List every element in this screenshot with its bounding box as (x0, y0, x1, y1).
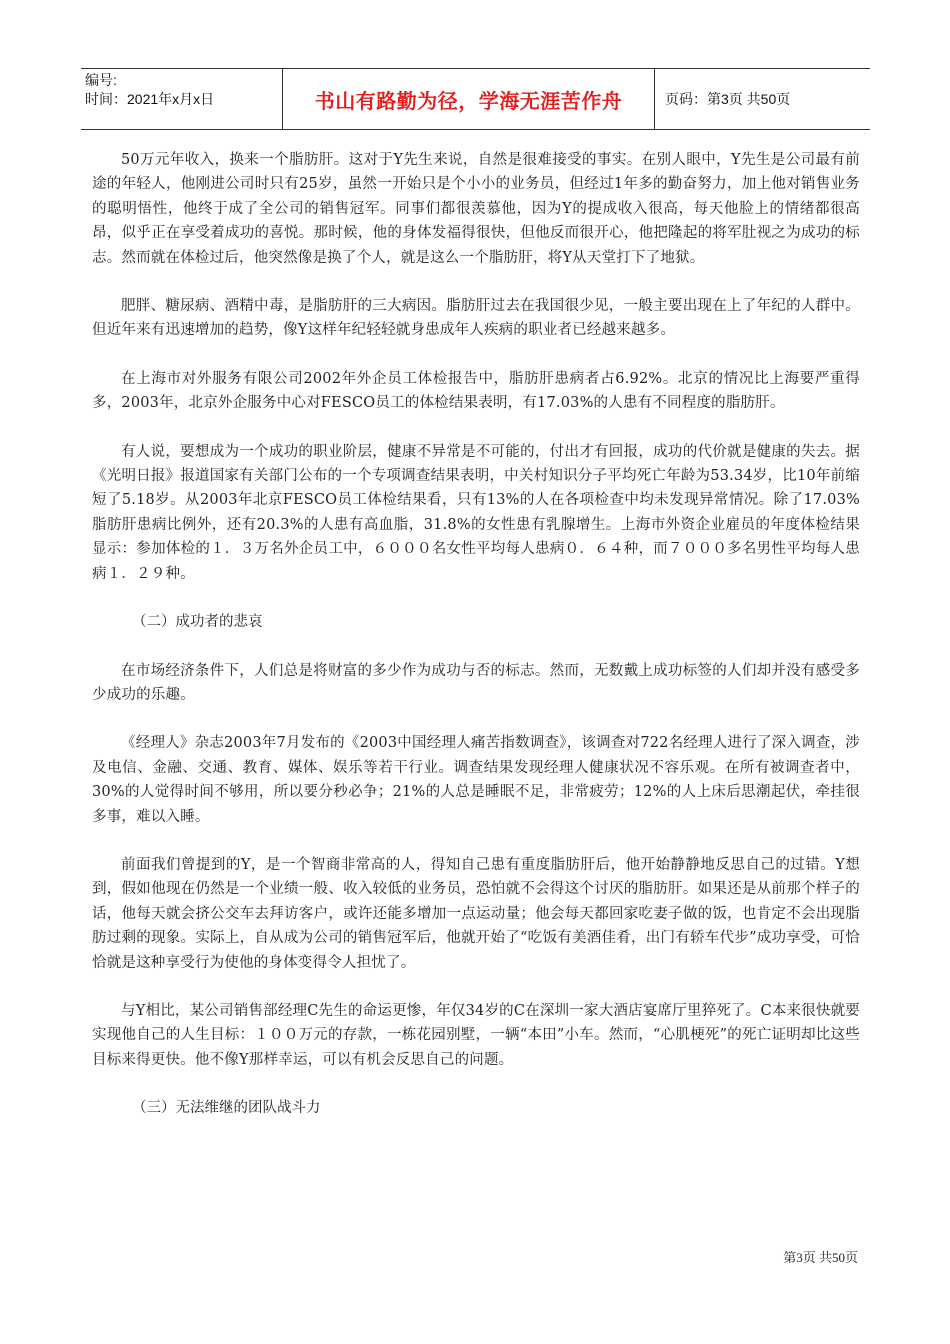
document-body (92, 148, 860, 1145)
page-header (81, 68, 870, 130)
section-heading: （三）无法维继的团队战斗力 (132, 1100, 321, 1117)
section-heading: （二）成功者的悲哀 (132, 614, 263, 631)
paragraph: 在市场经济条件下，人们总是将财富的多少作为成功与否的标志。然而，无数戴上成功标签的人们却并没有感受多少成功的乐趣。 (92, 662, 860, 703)
paragraph: 50万元年收入，换来一个脂肪肝。这对于Y先生来说，自然是很难接受的事实。在别人眼中，Y先生是公司最有前途的年轻人，他刚进公司时只有25岁，虽然一开始只是个小小的业务员，但经过1年多的勤奋努力，加上他对销售业务的聪明悟性，他终于成了全公司的销售冠军。同事们都很羡慕他，因为Y的提成收入很高，每天他脸上的情绪都很高昂，似乎正在享受着成功的喜悦。那时候，他的身体发福得很快，但他反而很开心，他把隆起的将军肚视之为成功的标志。然而就在体检过后，他突然像是换了个人，就是这么一个脂肪肝，将Y从天堂打下了地狱。 (92, 152, 860, 266)
time-label: 时间：2021年x月x日 (85, 91, 215, 107)
header-motto: 书山有路勤为径，学海无涯苦作舟 (282, 69, 655, 129)
paragraph: 有人说，要想成为一个成功的职业阶层，健康不异常是不可能的，付出才有回报，成功的代价就是健康的失去。据《光明日报》报道国家有关部门公布的一个专项调查结果表明，中关村知识分子平均死亡年龄为53.34岁，比10年前缩短了5.18岁。从2003年北京FESCO员工体检结果看，只有13%的人在各项检查中均未发现异常情况。除了17.03%脂肪肝患病比例外，还有20.3%的人患有高血脂，31.8%的女性患有乳腺增生。上海市外资企业雇员的年度体检结果显示：参加体检的１．３万名外企员工中，６０００名女性平均每人患病０．６４种，而７０００多名男性平均每人患病１．２９种。 (92, 443, 860, 582)
paragraph: 在上海市对外服务有限公司2002年外企员工体检报告中，脂肪肝患病者占6.92%。北京的情况比上海要严重得多，2003年，北京外企服务中心对FESCO员工的体检结果表明，有17.03%的人患有不同程度的脂肪肝。 (92, 370, 860, 412)
header-info (81, 69, 282, 129)
header-page-label: 页码：第3页 共50页 (665, 91, 791, 107)
page-footer: 第3页 共50页 (783, 1250, 858, 1265)
paragraph: 与Y相比，某公司销售部经理C先生的命运更惨，年仅34岁的C在深圳一家大酒店宴席厅里猝死了。C本来很快就要实现他自己的人生目标：１００万元的存款，一栋花园别墅，一辆“本田”小车。然而，“心肌梗死”的死亡证明却比这些目标来得更快。他不像Y那样幸运，可以有机会反思自己的问题。 (92, 1002, 860, 1068)
paragraph: 肥胖、糖尿病、酒精中毒，是脂肪肝的三大病因。脂肪肝过去在我国很少见，一般主要出现在上了年纪的人群中。但近年来有迅速增加的趋势，像Y这样年纪轻轻就身患成年人疾病的职业者已经越来越多。 (92, 298, 860, 339)
number-label: 编号: (85, 72, 117, 88)
paragraph: 前面我们曾提到的Y，是一个智商非常高的人，得知自己患有重度脂肪肝后，他开始静静地反思自己的过错。Y想到，假如他现在仍然是一个业绩一般、收入较低的业务员，恐怕就不会得这个讨厌的脂肪肝。如果还是从前那个样子的话，他每天就会挤公交车去拜访客户，或许还能多增加一点运动量；他会每天都回家吃妻子做的饭，也肯定不会出现脂肪过剩的现象。实际上，自从成为公司的销售冠军后，他就开始了“吃饭有美酒佳肴，出门有轿车代步”成功享受，可恰恰就是这种享受行为使他的身体变得令人担忧了。 (92, 856, 860, 971)
paragraph: 《经理人》杂志2003年7月发布的《2003中国经理人痛苦指数调查》，该调查对722名经理人进行了深入调查，涉及电信、金融、交通、教育、媒体、娱乐等若干行业。调查结果发现经理人健康状况不容乐观。在所有被调查者中，30%的人觉得时间不够用，所以要分秒必争；21%的人总是睡眠不足，非常疲劳；12%的人上床后思潮起伏，牵挂很多事，难以入睡。 (92, 735, 860, 825)
